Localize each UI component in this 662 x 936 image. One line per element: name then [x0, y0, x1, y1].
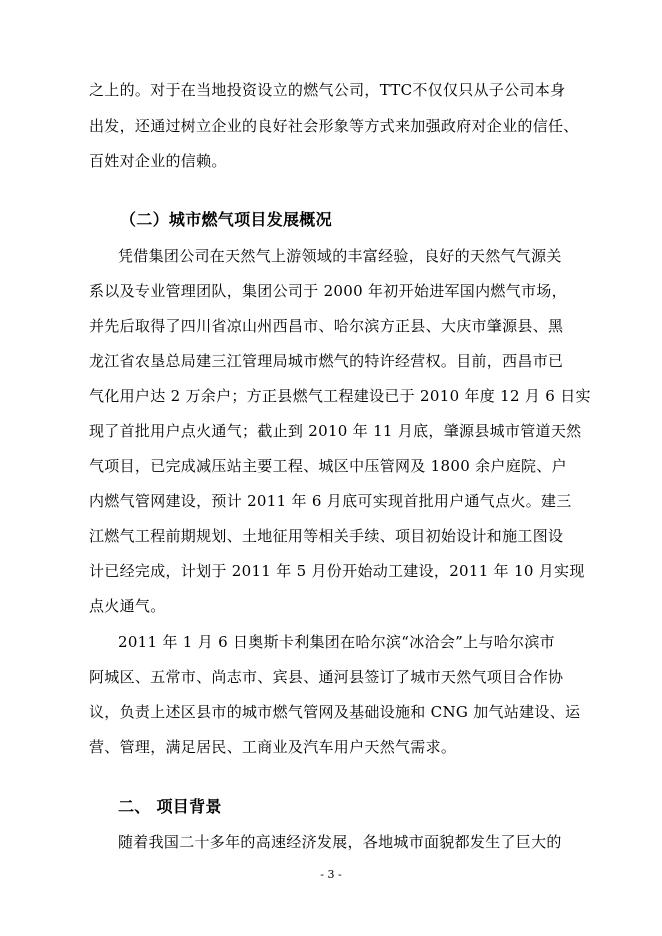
text-line: 内燃气管网建设，预计 2011 年 6 月底可实现首批用户通气点火。建三 — [89, 492, 572, 510]
text-line: 之上的。对于在当地投资设立的燃气公司，TTC不仅仅只从子公司本身 — [89, 81, 566, 99]
paragraph-first-line: 2011 年 1 月 6 日奥斯卡利集团在哈尔滨“冰洽会”上与哈尔滨市 — [118, 633, 555, 651]
section-heading: （二）城市燃气项目发展概况 — [120, 210, 332, 229]
text-line: 并先后取得了四川省凉山州西昌市、哈尔滨方正县、大庆市肇源县、黑 — [89, 317, 564, 335]
text-line: 气项目，已完成减压站主要工程、城区中压管网及 1800 余户庭院、户 — [89, 457, 567, 475]
text-line: 气化用户达 2 万余户；方正县燃气工程建设已于 2010 年度 12 月 6 日实 — [89, 387, 591, 405]
text-line: 阿城区、五常市、尚志市、宾县、通河县签订了城市天然气项目合作协 — [89, 668, 564, 686]
text-line: 系以及专业管理团队，集团公司于 2000 年初开始进军国内燃气市场， — [89, 282, 567, 300]
text-line: 出发，还通过树立企业的良好社会形象等方式来加强政府对企业的信任、 — [89, 117, 579, 135]
text-line: 江燃气工程前期规划、土地征用等相关手续、项目初始设计和施工图设 — [89, 527, 564, 545]
text-line: 议，负责上述区县市的城市燃气管网及基础设施和 CNG 加气站建设、运 — [89, 703, 581, 721]
page-number: - 3 - — [320, 868, 342, 881]
text-line: 计已经完成，计划于 2011 年 5 月份开始动工建设，2011 年 10 月实现 — [89, 562, 585, 580]
text-line: 百姓对企业的信赖。 — [89, 152, 227, 170]
text-line: 龙江省农垦总局建三江管理局城市燃气的特许经营权。目前，西昌市已 — [89, 352, 564, 370]
text-line: 现了首批用户点火通气；截止到 2010 年 11 月底，肇源县城市管道天然 — [89, 422, 582, 440]
paragraph-first-line: 随着我国二十多年的高速经济发展，各地城市面貌都发生了巨大的 — [118, 833, 562, 851]
text-line: 营、管理，满足居民、工商业及汽车用户天然气需求。 — [89, 738, 457, 756]
paragraph-first-line: 凭借集团公司在天然气上游领域的丰富经验，良好的天然气气源关 — [118, 247, 562, 265]
text-line: 点火通气。 — [89, 597, 166, 615]
section-heading: 二、 项目背景 — [118, 797, 222, 816]
